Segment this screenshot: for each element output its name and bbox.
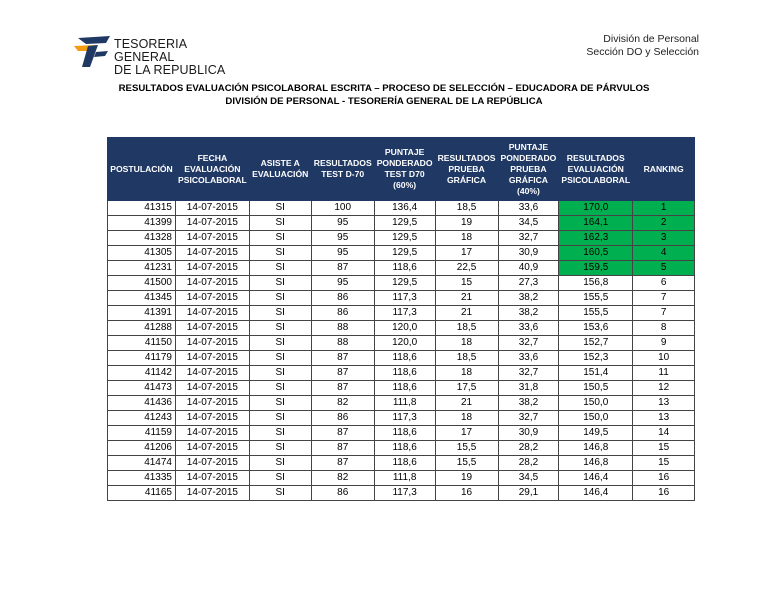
table-cell: 21: [435, 396, 498, 411]
table-cell: 120,0: [374, 336, 435, 351]
table-cell: 149,5: [559, 426, 633, 441]
table-row: [108, 321, 695, 336]
table-cell: 41231: [108, 261, 176, 276]
table-cell: SI: [249, 246, 311, 261]
table-cell: 33,6: [498, 321, 559, 336]
table-cell: SI: [249, 261, 311, 276]
table-cell: 14-07-2015: [176, 366, 250, 381]
table-cell: 41206: [108, 441, 176, 456]
table-cell: 117,3: [374, 306, 435, 321]
table-cell: 14-07-2015: [176, 456, 250, 471]
table-cell: 8: [633, 321, 695, 336]
table-cell: 86: [311, 486, 374, 501]
table-cell: 117,3: [374, 291, 435, 306]
column-header-line: ASISTE A: [260, 158, 300, 168]
document-title: [0, 82, 768, 108]
table-cell: 18,5: [435, 351, 498, 366]
table-cell: 32,7: [498, 336, 559, 351]
table-cell: 86: [311, 411, 374, 426]
table-cell: 13: [633, 411, 695, 426]
table-cell: 40,9: [498, 261, 559, 276]
table-cell: 150,5: [559, 381, 633, 396]
table-cell: SI: [249, 441, 311, 456]
column-header: [249, 138, 311, 201]
table-cell: 21: [435, 291, 498, 306]
column-header-line: GRÁFICA: [508, 174, 549, 185]
table-cell: 117,3: [374, 486, 435, 501]
table-cell: 159,5: [559, 261, 633, 276]
table-cell: 19: [435, 216, 498, 231]
table-cell: SI: [249, 381, 311, 396]
table-cell: 150,0: [559, 396, 633, 411]
table-cell: 87: [311, 441, 374, 456]
table-cell: 32,7: [498, 366, 559, 381]
table-body: [108, 201, 695, 501]
table-cell: 82: [311, 396, 374, 411]
table-cell: 117,3: [374, 411, 435, 426]
table-cell: 14-07-2015: [176, 411, 250, 426]
table-cell: 156,8: [559, 276, 633, 291]
table-cell: 41500: [108, 276, 176, 291]
table-cell: 18: [435, 411, 498, 426]
table-cell: 164,1: [559, 216, 633, 231]
table-cell: 170,0: [559, 201, 633, 216]
column-header-line: PUNTAJE: [384, 147, 425, 157]
table-cell: 146,4: [559, 471, 633, 486]
table-cell: SI: [249, 471, 311, 486]
column-header-line: EVALUACIÓN: [184, 163, 241, 174]
table-cell: 14-07-2015: [176, 306, 250, 321]
table-cell: 38,2: [498, 396, 559, 411]
table-cell: 146,8: [559, 456, 633, 471]
tesoreria-logo: [72, 34, 232, 77]
table-cell: 16: [435, 486, 498, 501]
column-header: [498, 138, 559, 201]
table-cell: 14-07-2015: [176, 321, 250, 336]
table-cell: 120,0: [374, 321, 435, 336]
table-cell: 10: [633, 351, 695, 366]
table-cell: SI: [249, 201, 311, 216]
table-cell: SI: [249, 486, 311, 501]
table-cell: 111,8: [374, 471, 435, 486]
logo-line-1: TESORERIA GENERAL: [114, 37, 187, 64]
table-cell: 146,8: [559, 441, 633, 456]
table-cell: 22,5: [435, 261, 498, 276]
table-cell: 1: [633, 201, 695, 216]
column-header-line: POSTULACIÓN: [110, 163, 173, 174]
table-cell: 150,0: [559, 411, 633, 426]
table-cell: 87: [311, 366, 374, 381]
column-header-line: PONDERADO: [500, 152, 557, 163]
section-label: Sección DO y Selección: [586, 46, 699, 58]
table-cell: 14-07-2015: [176, 246, 250, 261]
table-cell: 129,5: [374, 231, 435, 246]
table-cell: 15,5: [435, 456, 498, 471]
table-cell: 14-07-2015: [176, 291, 250, 306]
table-cell: 5: [633, 261, 695, 276]
table-cell: 2: [633, 216, 695, 231]
table-row: [108, 381, 695, 396]
table-cell: 41345: [108, 291, 176, 306]
table-cell: 30,9: [498, 246, 559, 261]
table-cell: 41142: [108, 366, 176, 381]
column-header-line: RESULTADOS: [437, 152, 496, 163]
table-cell: 41288: [108, 321, 176, 336]
table-cell: 14-07-2015: [176, 351, 250, 366]
table-cell: SI: [249, 396, 311, 411]
table-cell: 111,8: [374, 396, 435, 411]
column-header-line: PUNTAJE: [508, 141, 549, 152]
table-row: [108, 486, 695, 501]
table-cell: 129,5: [374, 276, 435, 291]
table-cell: 118,6: [374, 351, 435, 366]
table-cell: 129,5: [374, 216, 435, 231]
table-cell: 14-07-2015: [176, 201, 250, 216]
table-cell: 153,6: [559, 321, 633, 336]
table-cell: 17: [435, 426, 498, 441]
table-cell: 162,3: [559, 231, 633, 246]
table-cell: 41305: [108, 246, 176, 261]
table-cell: 12: [633, 381, 695, 396]
table-cell: 118,6: [374, 426, 435, 441]
column-header-line: TEST D70: [384, 169, 425, 179]
table-row: [108, 351, 695, 366]
table-row: [108, 471, 695, 486]
title-line-1: RESULTADOS EVALUACIÓN PSICOLABORAL ESCRITA – PROCESO DE SELECCIÓN – EDUCADORA DE PÁRVULOS: [118, 83, 650, 94]
table-cell: 41179: [108, 351, 176, 366]
table-cell: 34,5: [498, 471, 559, 486]
table-cell: 14-07-2015: [176, 216, 250, 231]
table-cell: 17: [435, 246, 498, 261]
table-cell: 33,6: [498, 351, 559, 366]
table-cell: 17,5: [435, 381, 498, 396]
column-header: [559, 138, 633, 201]
table-cell: 86: [311, 291, 374, 306]
table-cell: 41315: [108, 201, 176, 216]
table-row: [108, 396, 695, 411]
table-cell: 41399: [108, 216, 176, 231]
table-cell: 18,5: [435, 321, 498, 336]
column-header-line: PRUEBA: [510, 163, 547, 174]
column-header-line: RESULTADOS: [566, 152, 625, 163]
table-cell: SI: [249, 321, 311, 336]
table-cell: 41150: [108, 336, 176, 351]
table-cell: 14-07-2015: [176, 336, 250, 351]
column-header-line: (60%): [393, 180, 417, 190]
column-header: [311, 138, 374, 201]
table-row: [108, 261, 695, 276]
table-cell: 15,5: [435, 441, 498, 456]
table-cell: 118,6: [374, 366, 435, 381]
table-cell: SI: [249, 336, 311, 351]
table-cell: SI: [249, 351, 311, 366]
table-cell: 118,6: [374, 261, 435, 276]
title-line-2: DIVISIÓN DE PERSONAL - TESORERÍA GENERAL DE LA REPÚBLICA: [225, 96, 543, 107]
table-cell: SI: [249, 411, 311, 426]
table-cell: 27,3: [498, 276, 559, 291]
table-cell: 13: [633, 396, 695, 411]
table-cell: 41436: [108, 396, 176, 411]
table-row: [108, 291, 695, 306]
table-cell: 28,2: [498, 441, 559, 456]
table-cell: 6: [633, 276, 695, 291]
table-cell: 32,7: [498, 231, 559, 246]
table-row: [108, 306, 695, 321]
table-row: [108, 201, 695, 216]
table-cell: 100: [311, 201, 374, 216]
table-cell: 14-07-2015: [176, 486, 250, 501]
table-cell: 87: [311, 456, 374, 471]
column-header-line: RANKING: [643, 163, 684, 174]
table-cell: 14-07-2015: [176, 381, 250, 396]
logo-text: [114, 38, 232, 77]
table-cell: 7: [633, 306, 695, 321]
table-cell: 160,5: [559, 246, 633, 261]
table-cell: 7: [633, 291, 695, 306]
table-cell: 87: [311, 261, 374, 276]
table-cell: 151,4: [559, 366, 633, 381]
table-cell: 155,5: [559, 291, 633, 306]
table-cell: 95: [311, 231, 374, 246]
table-cell: 14-07-2015: [176, 276, 250, 291]
table-cell: 82: [311, 471, 374, 486]
table-cell: 16: [633, 471, 695, 486]
column-header: [633, 138, 695, 201]
table-cell: 14: [633, 426, 695, 441]
table-cell: 129,5: [374, 246, 435, 261]
table-cell: SI: [249, 276, 311, 291]
table-cell: 88: [311, 321, 374, 336]
table-cell: 87: [311, 426, 374, 441]
table-cell: 28,2: [498, 456, 559, 471]
logo-line-2: DE LA REPUBLICA: [114, 63, 226, 77]
table-cell: 87: [311, 351, 374, 366]
column-header-line: EVALUACIÓN: [567, 163, 624, 174]
table-header-row: [108, 138, 695, 201]
table-cell: 18: [435, 336, 498, 351]
table-cell: 14-07-2015: [176, 426, 250, 441]
tesoreria-emblem-icon: [72, 34, 112, 68]
table-cell: 18: [435, 231, 498, 246]
table-cell: 14-07-2015: [176, 441, 250, 456]
table-row: [108, 336, 695, 351]
table-cell: 15: [633, 456, 695, 471]
table-cell: 38,2: [498, 291, 559, 306]
table-row: [108, 246, 695, 261]
column-header-line: RESULTADOS: [313, 158, 372, 168]
table-cell: 155,5: [559, 306, 633, 321]
table-cell: 41474: [108, 456, 176, 471]
table-cell: 21: [435, 306, 498, 321]
table-cell: 29,1: [498, 486, 559, 501]
table-cell: 18,5: [435, 201, 498, 216]
table-cell: 87: [311, 381, 374, 396]
table-row: [108, 366, 695, 381]
table-cell: 19: [435, 471, 498, 486]
table-cell: 118,6: [374, 441, 435, 456]
table-cell: 14-07-2015: [176, 471, 250, 486]
table-cell: 16: [633, 486, 695, 501]
table-cell: SI: [249, 216, 311, 231]
table-cell: 38,2: [498, 306, 559, 321]
table-row: [108, 426, 695, 441]
table-cell: 88: [311, 336, 374, 351]
table-cell: SI: [249, 426, 311, 441]
table-cell: 41165: [108, 486, 176, 501]
table-cell: 4: [633, 246, 695, 261]
column-header-line: EVALUACIÓN: [252, 169, 309, 179]
table-cell: 95: [311, 216, 374, 231]
table-row: [108, 216, 695, 231]
column-header: [108, 138, 176, 201]
table-cell: 14-07-2015: [176, 231, 250, 246]
table-cell: 41243: [108, 411, 176, 426]
table-row: [108, 441, 695, 456]
column-header-line: PSICOLABORAL: [178, 174, 247, 185]
table-cell: 146,4: [559, 486, 633, 501]
column-header-line: (40%): [516, 185, 540, 196]
table-cell: 136,4: [374, 201, 435, 216]
results-table: [107, 137, 695, 501]
table-cell: SI: [249, 306, 311, 321]
table-cell: 11: [633, 366, 695, 381]
table-cell: 41159: [108, 426, 176, 441]
table-cell: 30,9: [498, 426, 559, 441]
table-cell: 118,6: [374, 381, 435, 396]
table-cell: 32,7: [498, 411, 559, 426]
table-row: [108, 231, 695, 246]
header-info: [586, 33, 699, 59]
table-cell: 3: [633, 231, 695, 246]
table-row: [108, 456, 695, 471]
table-cell: 15: [435, 276, 498, 291]
table-cell: 95: [311, 276, 374, 291]
column-header-line: FECHA: [197, 152, 228, 163]
table-cell: 9: [633, 336, 695, 351]
table-cell: 14-07-2015: [176, 261, 250, 276]
table-cell: 15: [633, 441, 695, 456]
table-cell: 95: [311, 246, 374, 261]
table-cell: SI: [249, 366, 311, 381]
column-header-line: TEST D-70: [321, 169, 365, 179]
table-row: [108, 411, 695, 426]
table-cell: 31,8: [498, 381, 559, 396]
table-cell: 18: [435, 366, 498, 381]
table-cell: SI: [249, 231, 311, 246]
table-cell: 41328: [108, 231, 176, 246]
table-cell: 152,7: [559, 336, 633, 351]
column-header-line: PRUEBA: [448, 163, 485, 174]
table-cell: 41391: [108, 306, 176, 321]
table-row: [108, 276, 695, 291]
table-cell: SI: [249, 456, 311, 471]
table-cell: 86: [311, 306, 374, 321]
table-cell: 14-07-2015: [176, 396, 250, 411]
table-cell: 41335: [108, 471, 176, 486]
table-cell: 33,6: [498, 201, 559, 216]
column-header: [435, 138, 498, 201]
table-cell: 118,6: [374, 456, 435, 471]
column-header: [374, 138, 435, 201]
table-cell: SI: [249, 291, 311, 306]
column-header-line: PSICOLABORAL: [561, 174, 631, 185]
column-header: [176, 138, 250, 201]
table-cell: 152,3: [559, 351, 633, 366]
division-label: División de Personal: [603, 33, 699, 45]
column-header-line: GRÁFICA: [446, 174, 487, 185]
column-header-line: PONDERADO: [376, 158, 433, 168]
table-cell: 34,5: [498, 216, 559, 231]
table-cell: 41473: [108, 381, 176, 396]
